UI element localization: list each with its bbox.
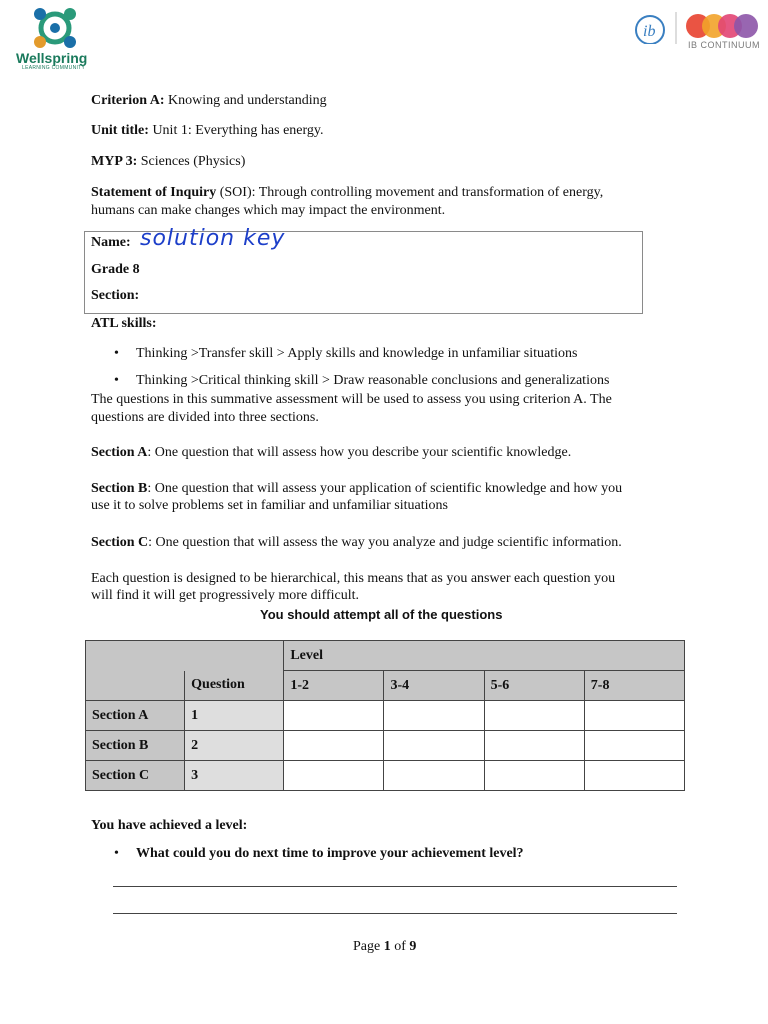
handwritten-name: solution key — [140, 226, 286, 251]
soi-line-2: humans can make changes which may impact the environment. — [91, 203, 446, 218]
unit-label: Unit title: — [91, 123, 149, 138]
section-b-desc: Section B: One question that will assess your application of scientific knowledge and how you — [91, 481, 623, 496]
atl-item-1: • Thinking >Transfer skill > Apply skills and knowledge in unfamiliar situations — [136, 345, 577, 362]
assessment-table — [85, 640, 685, 791]
myp-value: Sciences (Physics) — [137, 154, 246, 169]
row-question: 1 — [185, 701, 284, 731]
soi-text-1: (SOI): Through controlling movement and transformation of energy, — [216, 185, 604, 200]
level-cell — [284, 701, 384, 731]
myp-label: MYP 3: — [91, 154, 138, 169]
level-header: Level — [284, 641, 685, 671]
answer-line-2 — [113, 913, 677, 914]
section-a-desc: Section A: One question that will assess how you describe your scientific knowledge. — [91, 445, 572, 460]
row-section: Section B — [86, 731, 185, 761]
intro-line-1: The questions in this summative assessment will be used to assess you using criterion A. The — [91, 392, 612, 407]
level-cell — [384, 731, 484, 761]
row-section: Section A — [86, 701, 185, 731]
level-cell — [284, 731, 384, 761]
level-col: 5-6 — [484, 671, 584, 701]
level-cell — [384, 761, 484, 791]
level-cell — [584, 731, 684, 761]
table-corner — [86, 641, 284, 671]
level-col: 1-2 — [284, 671, 384, 701]
achieved-label: You have achieved a level: — [91, 818, 248, 833]
section-c-desc: Section C: One question that will assess the way you analyze and judge scientific information. — [91, 535, 622, 550]
atl-item-2: • Thinking >Critical thinking skill > Draw reasonable conclusions and generalizations — [136, 372, 609, 389]
soi-label: Statement of Inquiry — [91, 185, 217, 200]
answer-line-1 — [113, 886, 677, 887]
criterion-value: Knowing and understanding — [164, 93, 327, 108]
school-subtitle: LEARNING COMMUNITY — [22, 65, 86, 71]
question-header: Question — [185, 671, 284, 701]
ib-label: IB CONTINUUM — [688, 40, 760, 50]
row-question: 3 — [185, 761, 284, 791]
table-row — [86, 731, 685, 761]
page-number: Page 1 of 9 — [353, 939, 417, 954]
atl-title: ATL skills: — [91, 316, 157, 331]
level-col: 3-4 — [384, 671, 484, 701]
level-cell — [584, 761, 684, 791]
row-section: Section C — [86, 761, 185, 791]
hier-line-2: will find it will get progressively more difficult. — [91, 588, 360, 603]
grade-label: Grade 8 — [91, 262, 140, 277]
level-cell — [584, 701, 684, 731]
level-cell — [384, 701, 484, 731]
row-question: 2 — [185, 731, 284, 761]
level-cell — [484, 761, 584, 791]
table-row — [86, 701, 685, 731]
level-cell — [484, 701, 584, 731]
level-col: 7-8 — [584, 671, 684, 701]
level-cell — [484, 731, 584, 761]
criterion-line — [91, 92, 327, 109]
intro-line-2: questions are divided into three sections. — [91, 410, 319, 425]
unit-value: Unit 1: Everything has energy. — [148, 123, 324, 138]
section-b-desc-2: use it to solve problems set in familiar and unfamiliar situations — [91, 498, 448, 513]
ib-continuum-logo — [630, 10, 760, 60]
school-name: Wellspring — [16, 50, 88, 66]
attempt-note: You should attempt all of the questions — [260, 607, 503, 622]
myp-line — [91, 153, 245, 170]
criterion-label: Criterion A: — [91, 93, 165, 108]
section-label: Section: — [91, 288, 140, 303]
unit-title-line — [91, 122, 324, 139]
svg-text:ib: ib — [643, 23, 656, 40]
table-corner-2 — [86, 671, 185, 701]
hier-line-1: Each question is designed to be hierarchical, this means that as you answer each question you — [91, 571, 616, 586]
soi-line — [91, 184, 603, 201]
improve-question: • What could you do next time to improve your achievement level? — [136, 845, 524, 862]
level-cell — [284, 761, 384, 791]
table-row — [86, 761, 685, 791]
name-label: Name: — [91, 235, 131, 250]
